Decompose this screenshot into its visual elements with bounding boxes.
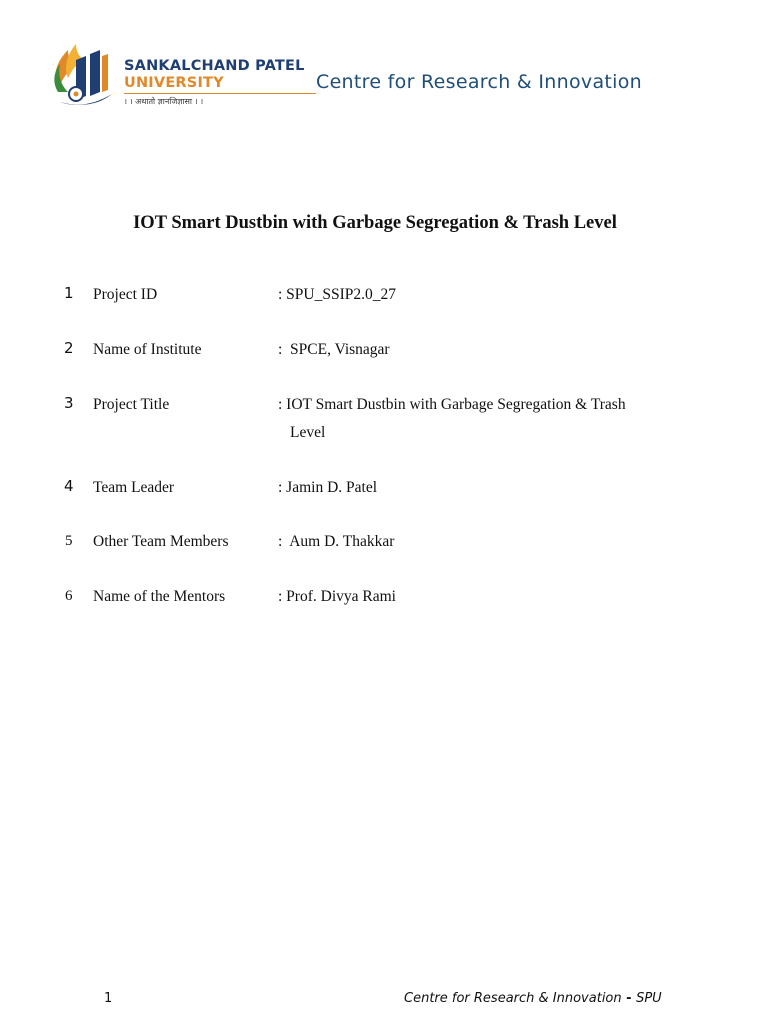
university-logo — [46, 42, 305, 112]
footer-org: SPU — [636, 991, 662, 1006]
row-value: : Aum D. Thakkar — [278, 533, 395, 550]
document-title: IOT Smart Dustbin with Garbage Segregation & Trash Level — [133, 213, 617, 233]
row-label: Team Leader — [93, 479, 175, 496]
row-number: 1 — [64, 284, 74, 302]
row-value: : IOT Smart Dustbin with Garbage Segregation & Trash — [278, 396, 626, 413]
footer-separator: - — [621, 991, 637, 1006]
row-number: 2 — [64, 339, 74, 357]
row-number: 5 — [65, 533, 73, 549]
row-number: 6 — [65, 588, 73, 604]
row-label: Project ID — [93, 286, 158, 303]
logo-name-line1: SANKALCHAND PATEL — [124, 58, 305, 74]
row-number: 4 — [64, 477, 74, 495]
centre-title: Centre for Research & Innovation — [316, 71, 642, 93]
row-value: : Prof. Divya Rami — [278, 588, 396, 605]
row-label: Name of the Mentors — [93, 588, 226, 605]
row-label: Name of Institute — [93, 341, 202, 358]
logo-name-line2: UNIVERSITY — [124, 75, 224, 91]
row-label: Project Title — [93, 396, 170, 413]
row-number: 3 — [64, 394, 74, 412]
page-footer — [404, 991, 662, 1006]
logo-tagline: । । अथातो ज्ञानजिज्ञासा । । — [124, 97, 204, 106]
university-emblem-icon — [46, 42, 122, 108]
row-value: : SPCE, Visnagar — [278, 341, 390, 358]
row-label: Other Team Members — [93, 533, 229, 550]
row-value: : SPU_SSIP2.0_27 — [278, 286, 397, 303]
row-value-continued: Level — [290, 424, 326, 441]
page-number: 1 — [104, 991, 113, 1006]
footer-text: Centre for Research & Innovation — [404, 991, 622, 1006]
row-value: : Jamin D. Patel — [278, 479, 378, 496]
logo-divider — [124, 93, 316, 94]
page-header — [0, 0, 768, 120]
